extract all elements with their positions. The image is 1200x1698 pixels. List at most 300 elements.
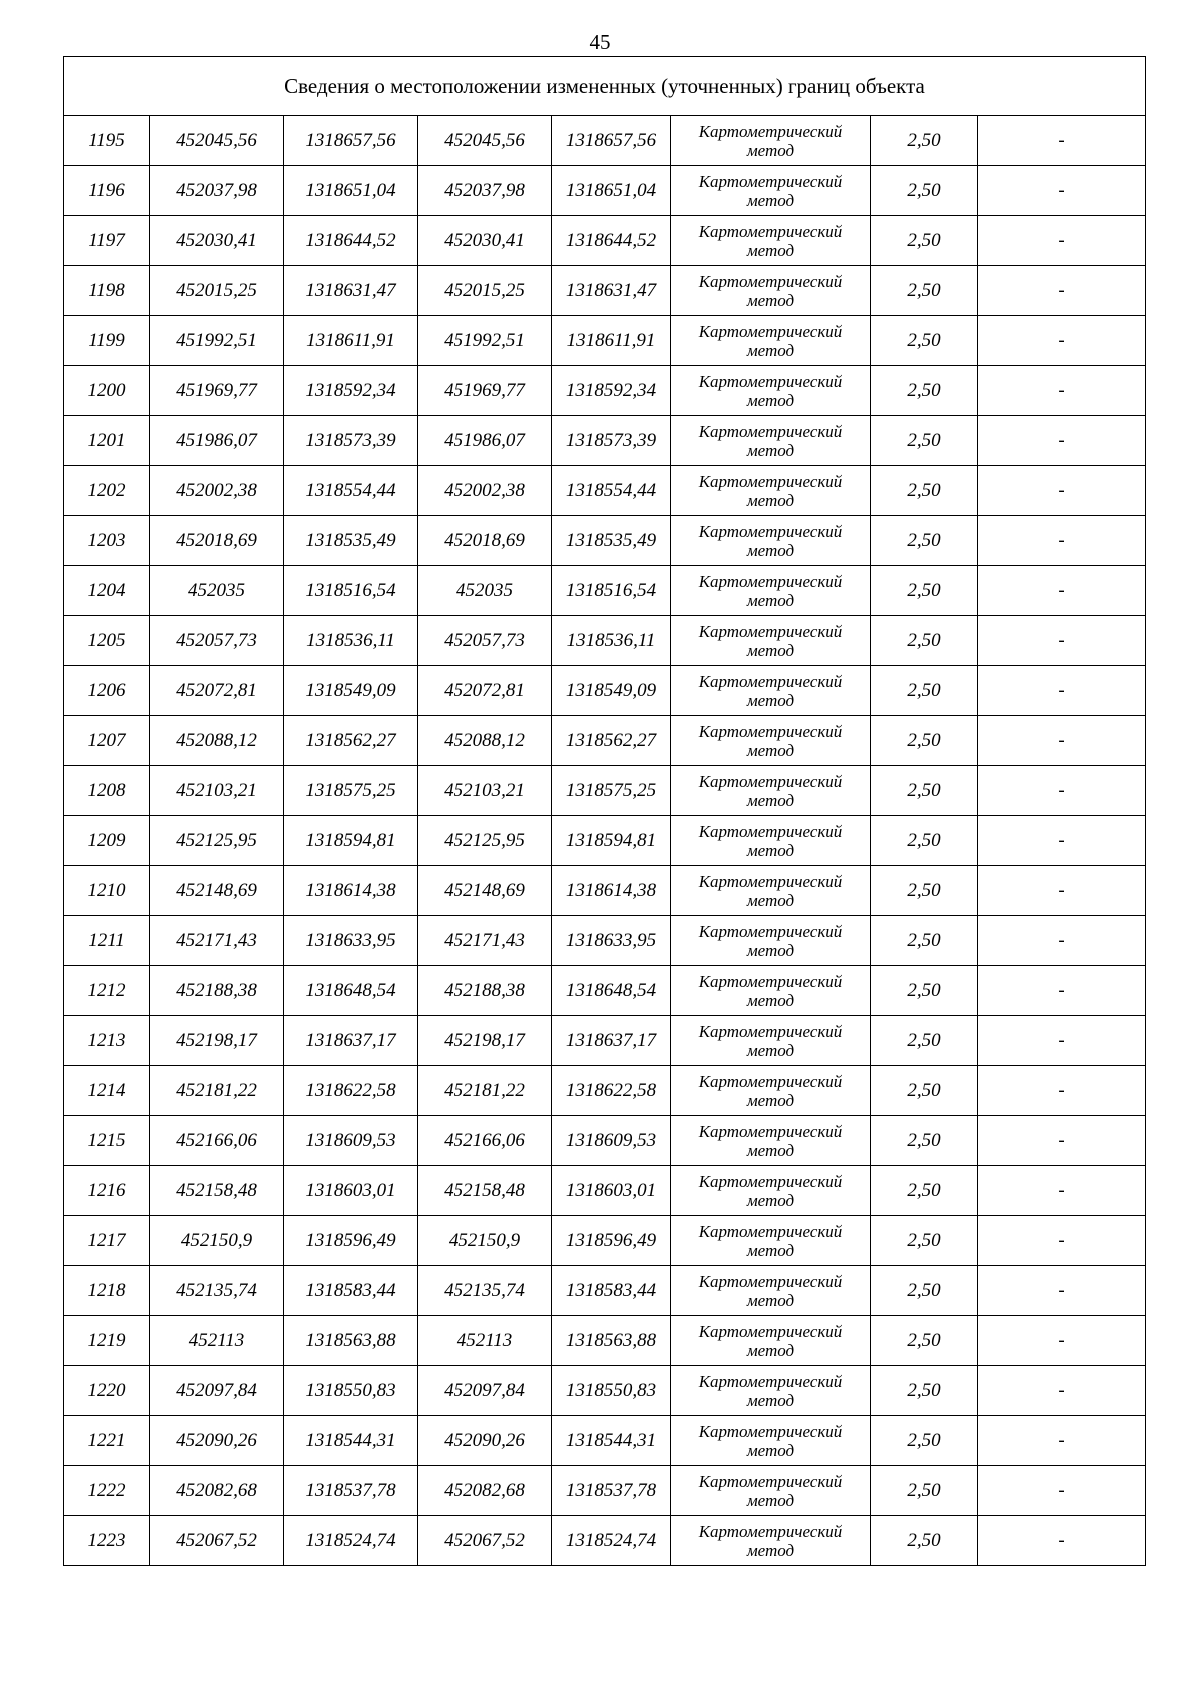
cell-x-new: 452030,41 [418, 216, 552, 266]
cell-y-existing: 1318563,88 [284, 1316, 418, 1366]
table-row [64, 1316, 1146, 1366]
cell-y-existing: 1318536,11 [284, 616, 418, 666]
cell-x-new: 452045,56 [418, 116, 552, 166]
cell-x-existing: 452097,84 [150, 1366, 284, 1416]
table-row [64, 1166, 1146, 1216]
cell-x-new: 452072,81 [418, 666, 552, 716]
method-line-1: Картометрический [698, 471, 843, 491]
cell-description: - [978, 266, 1146, 316]
method-line-1: Картометрический [698, 821, 843, 841]
cell-accuracy: 2,50 [871, 316, 978, 366]
table-row [64, 1116, 1146, 1166]
cell-y-existing: 1318594,81 [284, 816, 418, 866]
method-line-1: Картометрический [698, 1071, 843, 1091]
cell-x-existing: 452158,48 [150, 1166, 284, 1216]
table-row [64, 416, 1146, 466]
method-line-1: Картометрический [698, 1221, 843, 1241]
cell-y-existing: 1318648,54 [284, 966, 418, 1016]
cell-y-new: 1318554,44 [552, 466, 671, 516]
cell-x-existing: 452113 [150, 1316, 284, 1366]
cell-y-existing: 1318614,38 [284, 866, 418, 916]
cell-y-new: 1318592,34 [552, 366, 671, 416]
table-row [64, 266, 1146, 316]
cell-accuracy: 2,50 [871, 466, 978, 516]
method-line-1: Картометрический [698, 721, 843, 741]
cell-accuracy: 2,50 [871, 266, 978, 316]
cell-accuracy: 2,50 [871, 366, 978, 416]
cell-x-existing: 452103,21 [150, 766, 284, 816]
method-line-2: метод [746, 140, 795, 160]
cell-accuracy: 2,50 [871, 1116, 978, 1166]
cell-x-existing: 452088,12 [150, 716, 284, 766]
cell-x-new: 452148,69 [418, 866, 552, 916]
method-line-2: метод [746, 890, 795, 910]
method-line-2: метод [746, 1190, 795, 1210]
cell-point-number: 1198 [64, 266, 150, 316]
cell-method [671, 966, 871, 1016]
method-line-1: Картометрический [698, 1521, 843, 1541]
cell-description: - [978, 1166, 1146, 1216]
cell-x-new: 452002,38 [418, 466, 552, 516]
table-row [64, 166, 1146, 216]
method-line-1: Картометрический [698, 271, 843, 291]
cell-point-number: 1196 [64, 166, 150, 216]
method-line-2: метод [746, 840, 795, 860]
method-line-2: метод [746, 1090, 795, 1110]
cell-accuracy: 2,50 [871, 866, 978, 916]
cell-y-new: 1318550,83 [552, 1366, 671, 1416]
cell-y-existing: 1318633,95 [284, 916, 418, 966]
cell-y-new: 1318549,09 [552, 666, 671, 716]
table-row [64, 616, 1146, 666]
cell-x-new: 452150,9 [418, 1216, 552, 1266]
cell-accuracy: 2,50 [871, 1166, 978, 1216]
cell-method [671, 316, 871, 366]
method-line-1: Картометрический [698, 1171, 843, 1191]
cell-y-existing: 1318562,27 [284, 716, 418, 766]
cell-method [671, 366, 871, 416]
cell-x-new: 451969,77 [418, 366, 552, 416]
cell-description: - [978, 366, 1146, 416]
cell-method [671, 1416, 871, 1466]
method-line-2: метод [746, 1490, 795, 1510]
method-line-2: метод [746, 490, 795, 510]
cell-method [671, 1516, 871, 1566]
cell-method [671, 716, 871, 766]
table-row [64, 916, 1146, 966]
table-row [64, 466, 1146, 516]
cell-method [671, 616, 871, 666]
cell-x-existing: 452035 [150, 566, 284, 616]
cell-description: - [978, 616, 1146, 666]
cell-point-number: 1223 [64, 1516, 150, 1566]
cell-description: - [978, 566, 1146, 616]
cell-x-existing: 452188,38 [150, 966, 284, 1016]
cell-x-new: 452097,84 [418, 1366, 552, 1416]
cell-y-existing: 1318550,83 [284, 1366, 418, 1416]
method-line-1: Картометрический [698, 1271, 843, 1291]
method-line-2: метод [746, 1340, 795, 1360]
method-line-1: Картометрический [698, 171, 843, 191]
method-line-2: метод [746, 290, 795, 310]
table-row [64, 1016, 1146, 1066]
cell-method [671, 166, 871, 216]
cell-description: - [978, 1316, 1146, 1366]
cell-y-existing: 1318657,56 [284, 116, 418, 166]
cell-point-number: 1212 [64, 966, 150, 1016]
cell-x-new: 452113 [418, 1316, 552, 1366]
cell-x-existing: 452166,06 [150, 1116, 284, 1166]
cell-y-new: 1318535,49 [552, 516, 671, 566]
cell-point-number: 1204 [64, 566, 150, 616]
cell-accuracy: 2,50 [871, 716, 978, 766]
cell-method [671, 1266, 871, 1316]
cell-x-existing: 452198,17 [150, 1016, 284, 1066]
table-row [64, 716, 1146, 766]
cell-accuracy: 2,50 [871, 566, 978, 616]
cell-accuracy: 2,50 [871, 516, 978, 566]
cell-x-existing: 452135,74 [150, 1266, 284, 1316]
method-line-2: метод [746, 640, 795, 660]
cell-description: - [978, 1216, 1146, 1266]
method-line-1: Картометрический [698, 1471, 843, 1491]
cell-y-new: 1318622,58 [552, 1066, 671, 1116]
cell-y-new: 1318594,81 [552, 816, 671, 866]
table-row [64, 1416, 1146, 1466]
method-line-2: метод [746, 1140, 795, 1160]
cell-y-existing: 1318631,47 [284, 266, 418, 316]
cell-description: - [978, 666, 1146, 716]
table-row [64, 516, 1146, 566]
cell-point-number: 1207 [64, 716, 150, 766]
method-line-2: метод [746, 990, 795, 1010]
method-line-1: Картометрический [698, 421, 843, 441]
cell-y-new: 1318651,04 [552, 166, 671, 216]
cell-y-existing: 1318549,09 [284, 666, 418, 716]
cell-method [671, 666, 871, 716]
cell-y-new: 1318583,44 [552, 1266, 671, 1316]
cell-point-number: 1222 [64, 1466, 150, 1516]
method-line-1: Картометрический [698, 871, 843, 891]
method-line-2: метод [746, 1440, 795, 1460]
cell-accuracy: 2,50 [871, 1316, 978, 1366]
table-row [64, 566, 1146, 616]
cell-x-new: 452015,25 [418, 266, 552, 316]
method-line-2: метод [746, 740, 795, 760]
cell-accuracy: 2,50 [871, 966, 978, 1016]
table-row [64, 1266, 1146, 1316]
cell-y-new: 1318575,25 [552, 766, 671, 816]
cell-description: - [978, 516, 1146, 566]
cell-method [671, 766, 871, 816]
cell-y-existing: 1318651,04 [284, 166, 418, 216]
cell-y-new: 1318562,27 [552, 716, 671, 766]
method-line-2: метод [746, 1540, 795, 1560]
cell-x-new: 452067,52 [418, 1516, 552, 1566]
cell-x-new: 452090,26 [418, 1416, 552, 1466]
cell-x-new: 452103,21 [418, 766, 552, 816]
cell-description: - [978, 1016, 1146, 1066]
cell-x-existing: 452030,41 [150, 216, 284, 266]
cell-x-new: 452181,22 [418, 1066, 552, 1116]
table-title: Сведения о местоположении измененных (уточненных) границ объекта [64, 57, 1146, 116]
cell-y-new: 1318611,91 [552, 316, 671, 366]
cell-method [671, 466, 871, 516]
method-line-1: Картометрический [698, 1121, 843, 1141]
cell-y-existing: 1318524,74 [284, 1516, 418, 1566]
cell-point-number: 1218 [64, 1266, 150, 1316]
cell-x-existing: 452067,52 [150, 1516, 284, 1566]
method-line-2: метод [746, 1240, 795, 1260]
cell-y-new: 1318644,52 [552, 216, 671, 266]
cell-point-number: 1200 [64, 366, 150, 416]
table-row [64, 666, 1146, 716]
cell-x-existing: 452082,68 [150, 1466, 284, 1516]
cell-y-new: 1318524,74 [552, 1516, 671, 1566]
cell-x-existing: 452181,22 [150, 1066, 284, 1116]
cell-x-new: 452125,95 [418, 816, 552, 866]
cell-method [671, 1016, 871, 1066]
cell-x-existing: 452072,81 [150, 666, 284, 716]
cell-x-existing: 452057,73 [150, 616, 284, 666]
cell-y-existing: 1318622,58 [284, 1066, 418, 1116]
cell-y-existing: 1318573,39 [284, 416, 418, 466]
cell-y-existing: 1318596,49 [284, 1216, 418, 1266]
cell-point-number: 1216 [64, 1166, 150, 1216]
cell-accuracy: 2,50 [871, 1016, 978, 1066]
table-row [64, 1516, 1146, 1566]
cell-method [671, 566, 871, 616]
cell-method [671, 816, 871, 866]
cell-accuracy: 2,50 [871, 766, 978, 816]
cell-y-new: 1318633,95 [552, 916, 671, 966]
table-title-row [64, 57, 1146, 116]
cell-point-number: 1217 [64, 1216, 150, 1266]
cell-point-number: 1203 [64, 516, 150, 566]
table-row [64, 1216, 1146, 1266]
cell-x-new: 452158,48 [418, 1166, 552, 1216]
method-line-1: Картометрический [698, 1371, 843, 1391]
cell-y-existing: 1318611,91 [284, 316, 418, 366]
cell-x-new: 452171,43 [418, 916, 552, 966]
cell-x-new: 452198,17 [418, 1016, 552, 1066]
cell-point-number: 1206 [64, 666, 150, 716]
table-row [64, 766, 1146, 816]
cell-y-new: 1318657,56 [552, 116, 671, 166]
cell-x-existing: 452037,98 [150, 166, 284, 216]
cell-x-new: 452088,12 [418, 716, 552, 766]
method-line-2: метод [746, 340, 795, 360]
cell-y-new: 1318573,39 [552, 416, 671, 466]
cell-point-number: 1205 [64, 616, 150, 666]
cell-y-existing: 1318644,52 [284, 216, 418, 266]
cell-x-new: 452135,74 [418, 1266, 552, 1316]
method-line-1: Картометрический [698, 521, 843, 541]
method-line-1: Картометрический [698, 621, 843, 641]
cell-point-number: 1221 [64, 1416, 150, 1466]
table-row [64, 316, 1146, 366]
cell-method [671, 866, 871, 916]
cell-description: - [978, 716, 1146, 766]
cell-point-number: 1219 [64, 1316, 150, 1366]
cell-x-new: 452082,68 [418, 1466, 552, 1516]
cell-y-existing: 1318575,25 [284, 766, 418, 816]
cell-x-existing: 451969,77 [150, 366, 284, 416]
cell-x-existing: 451986,07 [150, 416, 284, 466]
cell-description: - [978, 1466, 1146, 1516]
cell-accuracy: 2,50 [871, 666, 978, 716]
cell-y-existing: 1318609,53 [284, 1116, 418, 1166]
method-line-2: метод [746, 540, 795, 560]
cell-y-new: 1318516,54 [552, 566, 671, 616]
cell-y-new: 1318637,17 [552, 1016, 671, 1066]
cell-method [671, 1066, 871, 1116]
cell-point-number: 1213 [64, 1016, 150, 1066]
cell-point-number: 1220 [64, 1366, 150, 1416]
cell-y-existing: 1318583,44 [284, 1266, 418, 1316]
cell-y-new: 1318609,53 [552, 1116, 671, 1166]
cell-method [671, 116, 871, 166]
cell-method [671, 516, 871, 566]
cell-y-existing: 1318544,31 [284, 1416, 418, 1466]
method-line-1: Картометрический [698, 1421, 843, 1441]
cell-method [671, 266, 871, 316]
method-line-2: метод [746, 440, 795, 460]
cell-accuracy: 2,50 [871, 1416, 978, 1466]
cell-y-new: 1318544,31 [552, 1416, 671, 1466]
cell-point-number: 1214 [64, 1066, 150, 1116]
cell-y-new: 1318631,47 [552, 266, 671, 316]
method-line-2: метод [746, 940, 795, 960]
method-line-2: метод [746, 690, 795, 710]
cell-y-existing: 1318537,78 [284, 1466, 418, 1516]
cell-accuracy: 2,50 [871, 216, 978, 266]
cell-y-existing: 1318637,17 [284, 1016, 418, 1066]
cell-accuracy: 2,50 [871, 1066, 978, 1116]
cell-x-new: 452166,06 [418, 1116, 552, 1166]
cell-method [671, 1316, 871, 1366]
cell-description: - [978, 216, 1146, 266]
cell-point-number: 1208 [64, 766, 150, 816]
method-line-2: метод [746, 190, 795, 210]
cell-description: - [978, 316, 1146, 366]
method-line-1: Картометрический [698, 221, 843, 241]
cell-point-number: 1201 [64, 416, 150, 466]
cell-point-number: 1210 [64, 866, 150, 916]
cell-accuracy: 2,50 [871, 916, 978, 966]
table-body [64, 57, 1146, 1566]
cell-x-new: 452057,73 [418, 616, 552, 666]
cell-x-new: 451992,51 [418, 316, 552, 366]
cell-method [671, 1216, 871, 1266]
cell-y-existing: 1318516,54 [284, 566, 418, 616]
cell-point-number: 1199 [64, 316, 150, 366]
method-line-1: Картометрический [698, 771, 843, 791]
cell-x-new: 452037,98 [418, 166, 552, 216]
cell-description: - [978, 1416, 1146, 1466]
table-row [64, 816, 1146, 866]
method-line-2: метод [746, 590, 795, 610]
cell-point-number: 1195 [64, 116, 150, 166]
cell-y-existing: 1318603,01 [284, 1166, 418, 1216]
cell-method [671, 1466, 871, 1516]
table-row [64, 116, 1146, 166]
method-line-2: метод [746, 1290, 795, 1310]
cell-y-new: 1318596,49 [552, 1216, 671, 1266]
cell-accuracy: 2,50 [871, 1466, 978, 1516]
cell-description: - [978, 166, 1146, 216]
method-line-1: Картометрический [698, 1021, 843, 1041]
cell-y-new: 1318614,38 [552, 866, 671, 916]
cell-point-number: 1202 [64, 466, 150, 516]
cell-x-existing: 452090,26 [150, 1416, 284, 1466]
cell-method [671, 216, 871, 266]
cell-method [671, 1116, 871, 1166]
cell-accuracy: 2,50 [871, 166, 978, 216]
cell-point-number: 1209 [64, 816, 150, 866]
cell-y-existing: 1318592,34 [284, 366, 418, 416]
method-line-1: Картометрический [698, 971, 843, 991]
cell-method [671, 1366, 871, 1416]
cell-x-existing: 451992,51 [150, 316, 284, 366]
cell-description: - [978, 1516, 1146, 1566]
cell-description: - [978, 1116, 1146, 1166]
cell-x-existing: 452148,69 [150, 866, 284, 916]
method-line-2: метод [746, 790, 795, 810]
method-line-1: Картометрический [698, 121, 843, 141]
cell-x-existing: 452002,38 [150, 466, 284, 516]
cell-x-existing: 452150,9 [150, 1216, 284, 1266]
page-number: 45 [589, 30, 611, 54]
cell-accuracy: 2,50 [871, 416, 978, 466]
cell-accuracy: 2,50 [871, 116, 978, 166]
cell-description: - [978, 966, 1146, 1016]
cell-accuracy: 2,50 [871, 1366, 978, 1416]
cell-y-existing: 1318554,44 [284, 466, 418, 516]
method-line-2: метод [746, 1390, 795, 1410]
method-line-1: Картометрический [698, 921, 843, 941]
table-row [64, 866, 1146, 916]
cell-method [671, 416, 871, 466]
table-row [64, 1366, 1146, 1416]
cell-x-existing: 452045,56 [150, 116, 284, 166]
table-row [64, 1066, 1146, 1116]
table-row [64, 1466, 1146, 1516]
method-line-2: метод [746, 240, 795, 260]
cell-x-new: 451986,07 [418, 416, 552, 466]
cell-description: - [978, 1266, 1146, 1316]
cell-accuracy: 2,50 [871, 1516, 978, 1566]
cell-point-number: 1211 [64, 916, 150, 966]
coordinates-table [63, 56, 1146, 1566]
cell-description: - [978, 766, 1146, 816]
table-row [64, 366, 1146, 416]
cell-method [671, 1166, 871, 1216]
cell-accuracy: 2,50 [871, 1216, 978, 1266]
cell-accuracy: 2,50 [871, 616, 978, 666]
method-line-2: метод [746, 1040, 795, 1060]
cell-x-existing: 452018,69 [150, 516, 284, 566]
cell-accuracy: 2,50 [871, 816, 978, 866]
cell-description: - [978, 866, 1146, 916]
cell-method [671, 916, 871, 966]
cell-point-number: 1197 [64, 216, 150, 266]
cell-description: - [978, 1366, 1146, 1416]
method-line-1: Картометрический [698, 321, 843, 341]
cell-x-new: 452035 [418, 566, 552, 616]
method-line-2: метод [746, 390, 795, 410]
table-row [64, 216, 1146, 266]
